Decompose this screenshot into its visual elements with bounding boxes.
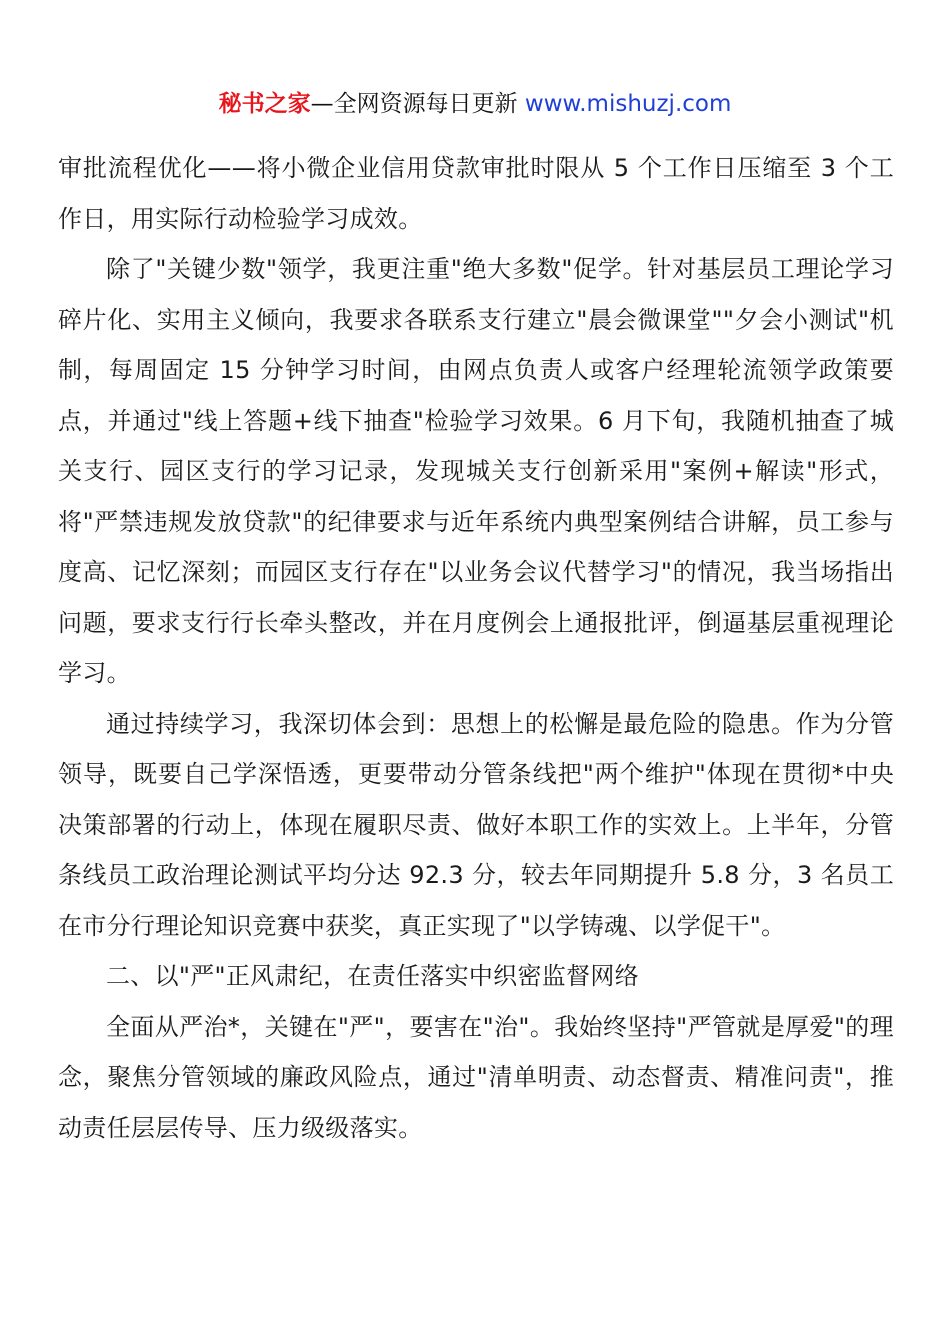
paragraph-strict-governance: 全面从严治*，关键在"严"，要害在"治"。我始终坚持"严管就是厚爱"的理念，聚焦分管领域的廉政风险点，通过"清单明责、动态督责、精准问责"，推动责任层层传导、压力级级落实。 xyxy=(58,1012,894,1142)
paragraph-study-promotion: 除了"关键少数"领学，我更注重"绝大多数"促学。针对基层员工理论学习碎片化、实用主义倾向，我要求各联系支行建立"晨会微课堂""夕会小测试"机制，每周固定 15 分钟学习时间，由网点负责人或客户经理轮流领学政策要点，并通过"线上答题+线下抽查"检验学习效果。6 月下旬，我随机抽查了城关支行、园区支行的学习记录，发现城关支行创新采用"案例+解读"形式，将"严禁违规发放贷款"的纪律要求与近年系统内典型案例结合讲解，员工参与度高、记忆深刻；而园区支行存在"以业务会议代替学习"的情况，我当场指出问题，要求支行行长牵头整改，并在月度例会上通报批评，倒逼基层重视理论学习。 xyxy=(58,255,894,687)
document-body xyxy=(58,143,894,1153)
paragraph-continuation: 审批流程优化——将小微企业信用贷款审批时限从 5 个工作日压缩至 3 个工作日，用实际行动检验学习成效。 xyxy=(58,154,894,233)
site-tagline: —全网资源每日更新 xyxy=(310,91,525,117)
paragraph-study-results: 通过持续学习，我深切体会到：思想上的松懈是最危险的隐患。作为分管领导，既要自己学深悟透，更要带动分管条线把"两个维护"体现在贯彻*中央决策部署的行动上，体现在履职尽责、做好本职工作的实效上。上半年，分管条线员工政治理论测试平均分达 92.3 分，较去年同期提升 5.8 分，3 名员工在市分行理论知识竞赛中获奖，真正实现了"以学铸魂、以学促干"。 xyxy=(58,709,894,940)
site-url-link[interactable]: www.mishuzj.com xyxy=(524,91,732,117)
site-brand: 秘书之家 xyxy=(218,91,311,117)
section-heading: 二、以"严"正风肃纪，在责任落实中织密监督网络 xyxy=(106,962,639,990)
page-header xyxy=(0,88,950,120)
